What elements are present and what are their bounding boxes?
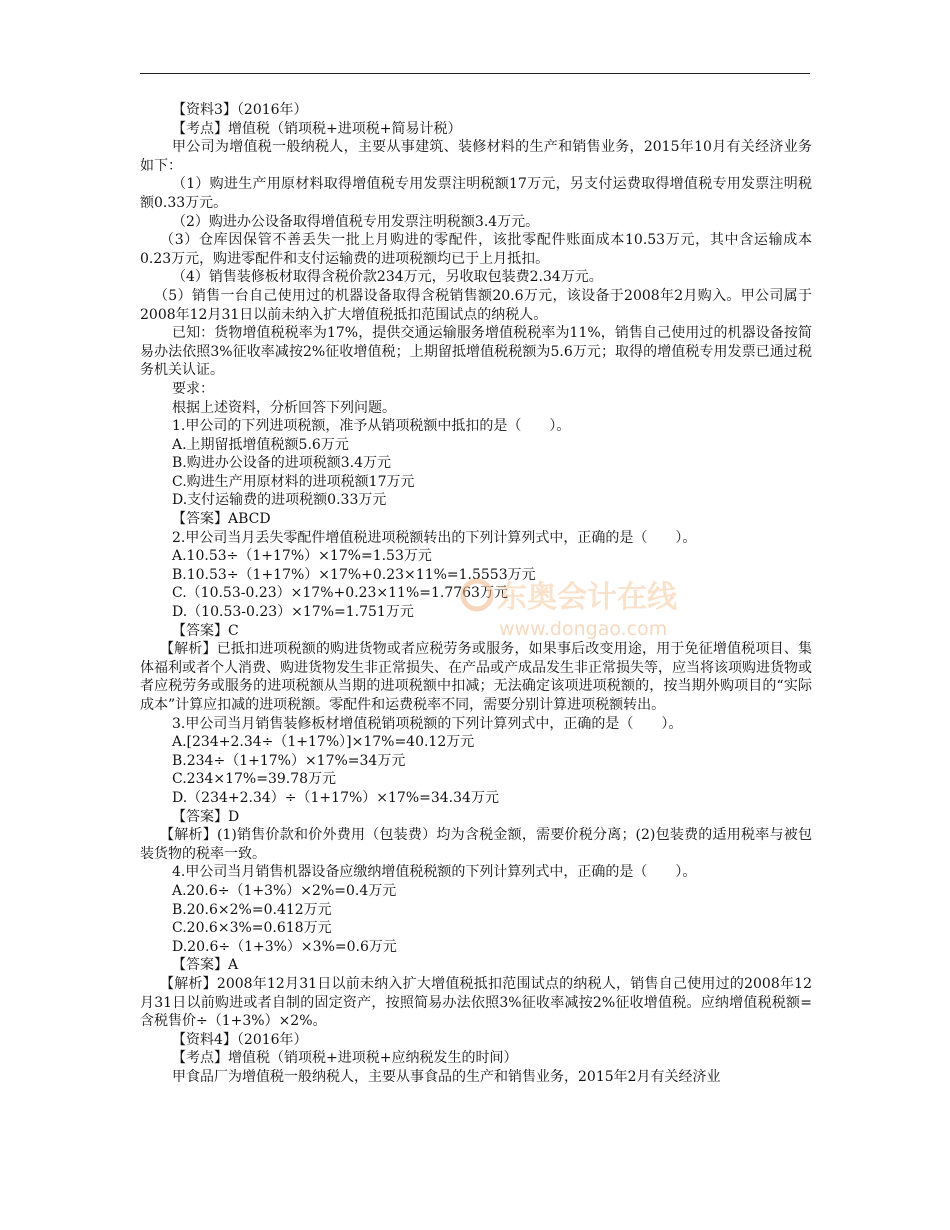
text-line: 根据上述资料，分析回答下列问题。 bbox=[172, 399, 396, 416]
text-line: 甲食品厂为增值税一般纳税人，主要从事食品的生产和销售业务，2015年2月有关经济业 bbox=[172, 1068, 721, 1085]
text-line: 【答案】A bbox=[172, 957, 239, 974]
text-line: 2.甲公司当月丢失零配件增值税进项税额转出的下列计算列式中，正确的是（ ）。 bbox=[172, 529, 697, 546]
text-line: 【解析】2008年12月31日以前未纳入扩大增值税抵扣范围试点的纳税人，销售自己使用过的2008年12月31日以前购进或者自制的固定资产，按照简易办法依照3%征收率减按2%征收增值税。应纳增值税税额=含税售价÷（1+3%）×2%。 bbox=[140, 975, 812, 1030]
text-line: 【答案】D bbox=[172, 808, 240, 825]
text-line: C.购进生产用原材料的进项税额17万元 bbox=[172, 473, 415, 490]
text-line: B.20.6×2%=0.412万元 bbox=[172, 901, 332, 918]
text-line: 【答案】C bbox=[172, 622, 239, 639]
text-line: A.20.6÷（1+3%）×2%=0.4万元 bbox=[172, 882, 397, 899]
text-line: 3.甲公司当月销售装修板材增值税销项税额的下列计算列式中，正确的是（ ）。 bbox=[172, 715, 683, 732]
text-line: 4.甲公司当月销售机器设备应缴纳增值税税额的下列计算列式中，正确的是（ ）。 bbox=[172, 864, 697, 881]
text-line: C.（10.53-0.23）×17%+0.23×11%=1.7763万元 bbox=[172, 585, 508, 602]
text-line: D.支付运输费的进项税额0.33万元 bbox=[172, 492, 387, 509]
text-line: 【解析】已抵扣进项税额的购进货物或者应税劳务或服务，如果事后改变用途，用于免征增值税项目、集体福利或者个人消费、购进货物发生非正常损失、在产品或产成品发生非正常损失等，应当将该项购进货物或者应税劳务或服务的进项税额从当期的进项税额中扣减；无法确定该项进项税额的，按当期外购项目的“实际成本”计算应扣减的进项税额。零配件和运费税率不同，需要分别计算进项税额转出。 bbox=[140, 641, 812, 713]
document-body bbox=[140, 101, 812, 1086]
text-line: 【考点】增值税（销项税+进项税+应纳税发生的时间） bbox=[172, 1050, 518, 1067]
text-line: D.（234+2.34）÷（1+17%）×17%=34.34万元 bbox=[172, 789, 499, 806]
text-line: （3）仓库因保管不善丢失一批上月购进的零配件，该批零配件账面成本10.53万元，其中含运输成本0.23万元，购进零配件和支付运输费的进项税额均已于上月抵扣。 bbox=[140, 232, 812, 267]
text-line: （5）销售一台自己使用过的机器设备取得含税销售额20.6万元，该设备于2008年2月购入。甲公司属于2008年12月31日以前未纳入扩大增值税抵扣范围试点的纳税人。 bbox=[140, 287, 812, 323]
text-line: 甲公司为增值税一般纳税人，主要从事建筑、装修材料的生产和销售业务，2015年10月有关经济业务如下： bbox=[140, 139, 812, 174]
text-line: D.（10.53-0.23）×17%=1.751万元 bbox=[172, 604, 414, 621]
text-line: （1）购进生产用原材料取得增值税专用发票注明税额17万元，另支付运费取得增值税专用发票注明税额0.33万元。 bbox=[140, 176, 812, 211]
text-line: D.20.6÷（1+3%）×3%=0.6万元 bbox=[172, 938, 397, 955]
text-line: 【解析】(1)销售价款和价外费用（包装费）均为含税金额，需要价税分离；(2)包装费的适用税率与被包装货物的税率一致。 bbox=[140, 827, 812, 862]
text-line: B.234÷（1+17%）×17%=34万元 bbox=[172, 752, 406, 769]
watermark-url-text: www.dongao.com bbox=[499, 618, 668, 640]
text-line: 要求： bbox=[172, 380, 214, 397]
text-line: 已知：货物增值税税率为17%，提供交通运输服务增值税税率为11%，销售自己使用过的机器设备按简易办法依照3%征收率减按2%征收增值税；上期留抵增值税税额为5.6万元；取得的增值税专用发票已通过税务机关认证。 bbox=[140, 325, 812, 379]
text-line: A.[234+2.34÷（1+17%）]×17%=40.12万元 bbox=[172, 734, 475, 751]
text-line: （2）购进办公设备取得增值税专用发票注明税额3.4万元。 bbox=[172, 213, 540, 230]
text-line: B.购进办公设备的进项税额3.4万元 bbox=[172, 455, 392, 472]
watermark-brand-text: 东奥会计在线 bbox=[497, 580, 677, 615]
text-line: 1.甲公司的下列进项税额，准予从销项税额中抵扣的是（ ）。 bbox=[172, 418, 571, 435]
text-line: B.10.53÷（1+17%）×17%+0.23×11%=1.5553万元 bbox=[172, 566, 536, 583]
text-line: （4）销售装修板材取得含税价款234万元，另收取包装费2.34万元。 bbox=[172, 269, 603, 286]
text-line: 【资料3】（2016年） bbox=[172, 102, 308, 118]
text-line: A.上期留抵增值税额5.6万元 bbox=[172, 436, 349, 453]
text-line: 【答案】ABCD bbox=[172, 511, 271, 528]
text-line: C.20.6×3%=0.618万元 bbox=[172, 920, 332, 937]
text-line: 【资料4】（2016年） bbox=[172, 1031, 308, 1048]
text-line: A.10.53÷（1+17%）×17%=1.53万元 bbox=[172, 548, 432, 565]
text-line: C.234×17%=39.78万元 bbox=[172, 771, 337, 788]
text-line: 【考点】增值税（销项税+进项税+简易计税） bbox=[172, 120, 462, 137]
header-rule bbox=[140, 73, 810, 74]
